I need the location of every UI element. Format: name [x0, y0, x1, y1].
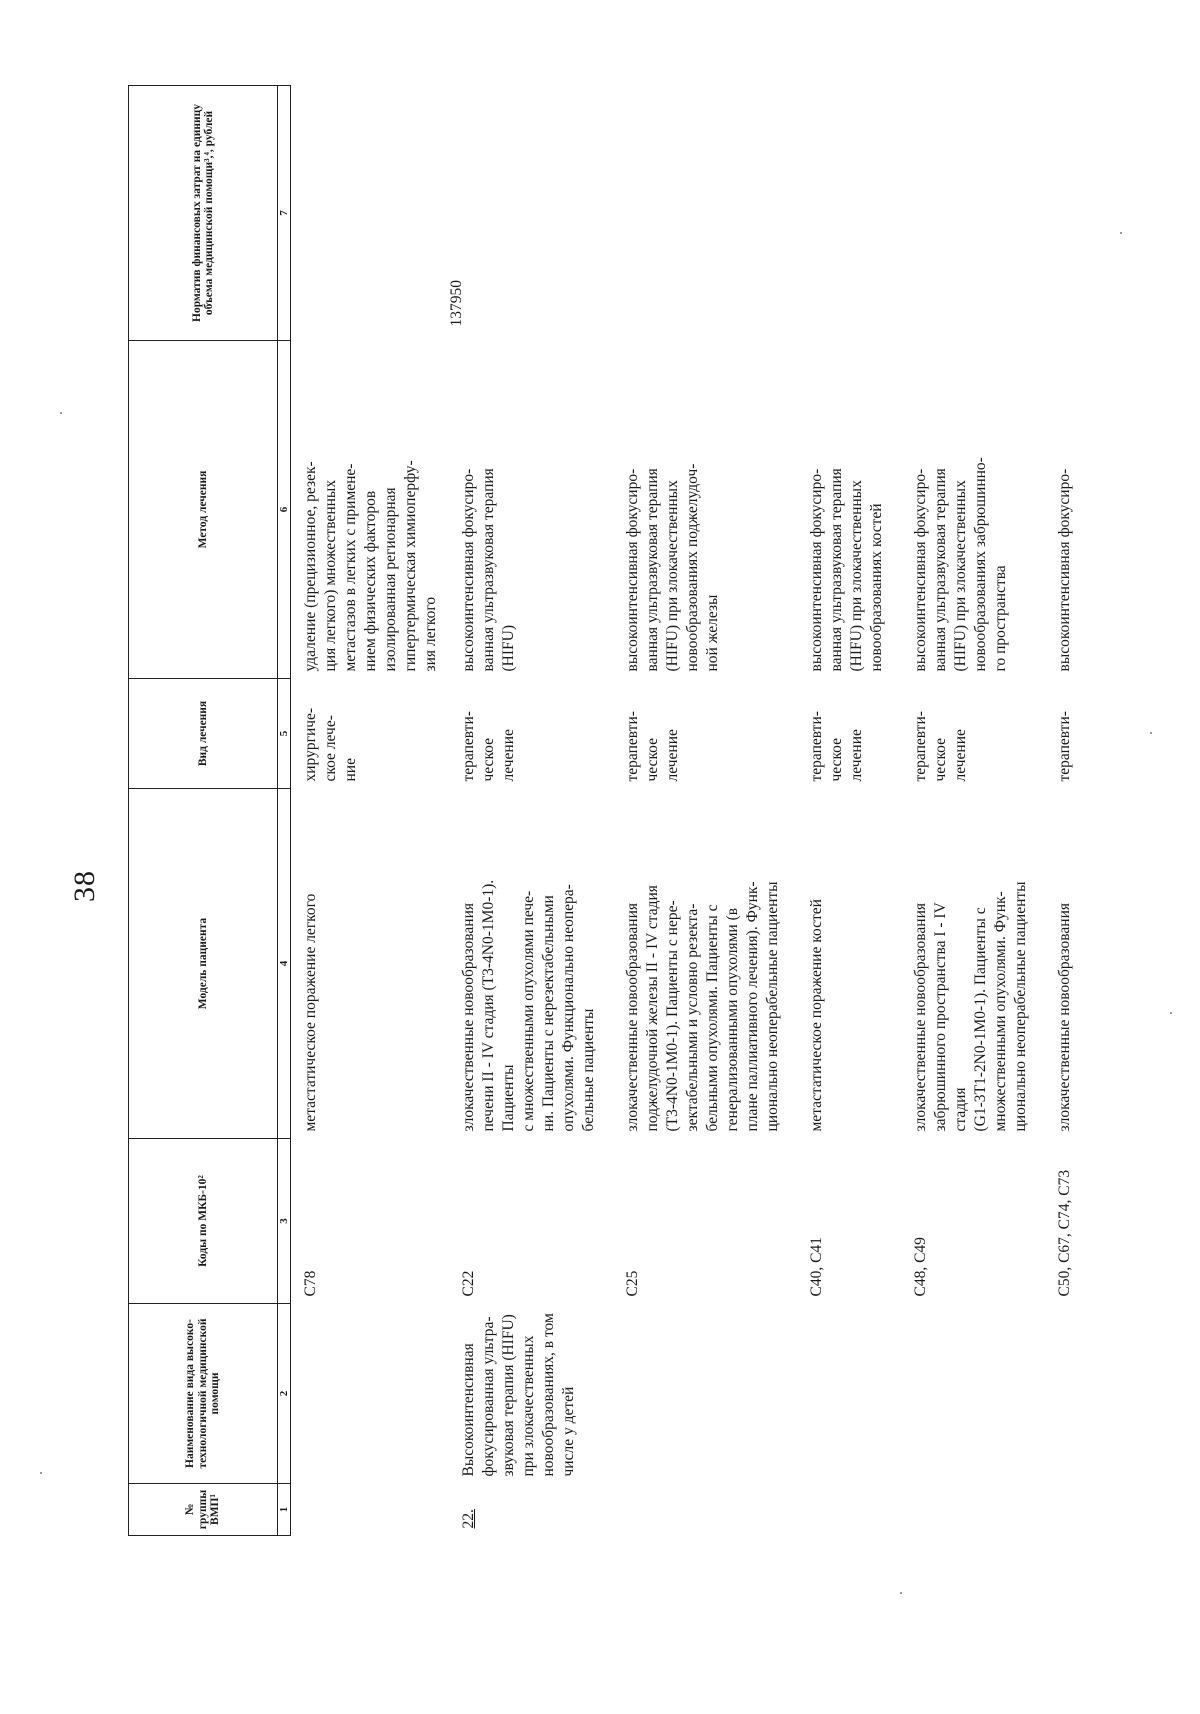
group-number: 22. — [460, 1509, 477, 1529]
treatment-type: хирургиче- ское лече- ние — [302, 707, 359, 782]
care-type-name — [291, 1304, 444, 1484]
patient-model: злокачественные новообразования печени II - IV стадия (T3-4N0-1M0-1). Пациенты с множественными опухолями пече- ни. Пациенты с нерезектабельными опухолями. Функционально неопера- бельные пациенты — [460, 879, 597, 1132]
table-row — [889, 86, 1033, 1536]
group-number — [601, 1484, 785, 1536]
care-type-name — [1033, 1304, 1077, 1484]
header-group-number: № группы ВМП¹ — [129, 1484, 278, 1536]
treatment-type: терапевти- — [1056, 711, 1073, 782]
patient-model: метастатическое поражение легкого — [302, 893, 319, 1132]
treatment-method: высокоинтенсивная фокусиро- — [1056, 468, 1073, 672]
column-number: 4 — [278, 789, 291, 1139]
cost-norm — [785, 86, 889, 341]
care-type-name — [889, 1304, 1033, 1484]
header-patient-model: Модель пациента — [129, 789, 278, 1139]
treatment-type: терапевти- ческое лечение — [624, 711, 681, 782]
cost-norm — [1033, 86, 1077, 341]
cost-norm — [601, 86, 785, 341]
patient-model: злокачественные новообразования поджелудочной железы II - IV стадия (T3-4N0-1M0-1). Пациенты с нере- зектабельными и условно резекта- бельными опухолями. Пациенты с генерализованными опухолями (в плане паллиативного лечения). Функ- ционально неоперабельные пациенты — [624, 881, 781, 1132]
patient-model: злокачественные новообразования забрюшинного пространства I - IV стадия (G1-3T1-2N0-1M0-1). Пациенты с множественными опухолями. Функ- ционально неоперабельные пациенты — [912, 881, 1029, 1132]
scan-speck — [1120, 232, 1122, 234]
scan-speck — [1150, 732, 1152, 734]
cost-norm — [889, 86, 1033, 341]
care-type-name — [601, 1304, 785, 1484]
column-number: 5 — [278, 679, 291, 789]
treatment-method: удаление (прецизионное, резек- ция легкого) множественных метастазов в легких с примене- нием физических факторов изолированная регионарная гипертермическая химиоперфу- зия легкого — [302, 460, 439, 672]
group-number — [291, 1484, 444, 1536]
group-number — [889, 1484, 1033, 1536]
icd-codes: C40, C41 — [808, 1237, 825, 1297]
patient-model: метастатическое поражение костей — [808, 899, 825, 1132]
scan-speck — [40, 1472, 42, 1474]
column-number-row — [278, 86, 291, 1536]
treatment-type: терапевти- ческое лечение — [808, 711, 865, 782]
icd-codes: C78 — [302, 1270, 319, 1297]
treatment-method: высокоинтенсивная фокусиро- ванная ультразвуковая терапия (HIFU) — [460, 468, 517, 672]
cost-norm: 137950 — [448, 280, 465, 327]
column-number: 6 — [278, 341, 291, 679]
vmp-table — [128, 85, 1077, 1536]
column-number: 7 — [278, 86, 291, 341]
table-row — [601, 86, 785, 1536]
scan-speck — [900, 1592, 902, 1594]
header-cost-norm: Норматив финансовых затрат на единицу объема медицинской помощи³,⁴, рублей — [129, 86, 278, 341]
table-row — [291, 86, 444, 1536]
treatment-type: терапевти- ческое лечение — [912, 711, 969, 782]
group-number — [1033, 1484, 1077, 1536]
header-care-type-name: Наименование вида высоко-технологичной медицинской помощи — [129, 1304, 278, 1484]
icd-codes: C25 — [624, 1270, 641, 1297]
cost-norm — [291, 86, 444, 341]
table-row — [785, 86, 889, 1536]
treatment-method: высокоинтенсивная фокусиро- ванная ультразвуковая терапия (HIFU) при злокачественных новообразованиях костей — [808, 468, 885, 672]
page-number: 38 — [68, 870, 101, 902]
column-number: 3 — [278, 1139, 291, 1304]
icd-codes: C22 — [460, 1270, 477, 1297]
treatment-type: терапевти- ческое лечение — [460, 711, 517, 782]
table-row — [1033, 86, 1077, 1536]
care-type-name — [785, 1304, 889, 1484]
table-header-row — [129, 86, 278, 1536]
table-row — [443, 86, 601, 1536]
treatment-method: высокоинтенсивная фокусиро- ванная ультразвуковая терапия (HIFU) при злокачественных новообразованиях поджелудоч- ной железы — [624, 463, 721, 672]
header-treatment-method: Метод лечения — [129, 341, 278, 679]
column-number: 1 — [278, 1484, 291, 1536]
scan-speck — [1170, 1012, 1172, 1014]
header-icd-codes: Коды по МКБ-10² — [129, 1139, 278, 1304]
group-number — [785, 1484, 889, 1536]
treatment-method: высокоинтенсивная фокусиро- ванная ультразвуковая терапия (HIFU) при злокачественных новообразованиях забрюшинно- го пространства — [912, 457, 1009, 672]
care-type-name: Высокоинтенсивная фокусированная ультра- звуковая терапия (HIFU) при злокачественных новообразованиях, в том числе у детей — [460, 1313, 577, 1477]
column-number: 2 — [278, 1304, 291, 1484]
patient-model: злокачественные новообразования — [1056, 902, 1073, 1132]
icd-codes: C48, C49 — [912, 1237, 929, 1297]
icd-codes: C50, C67, C74, C73 — [1056, 1169, 1073, 1297]
header-treatment-type: Вид лечения — [129, 679, 278, 789]
scan-speck — [60, 412, 62, 414]
